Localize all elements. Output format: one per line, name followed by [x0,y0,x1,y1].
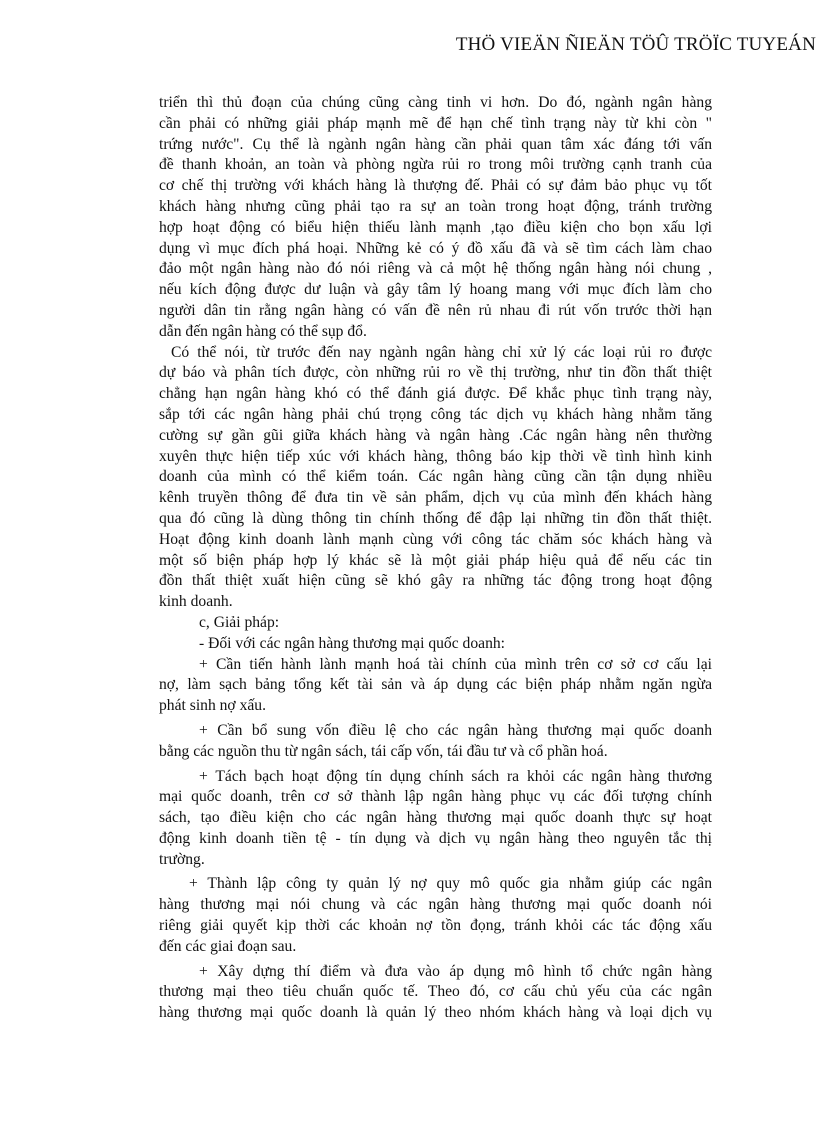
text-line: dụng vì mục đích phá hoại. Những kẻ có ý đồ xấu đã và sẽ tìm cách làm chao [159,239,712,257]
text-line: xuyên thực hiện tiếp xúc với khách hàng, thông báo kịp thời về tình hình kinh [159,447,712,465]
text-line: người dân tin rằng ngân hàng có vấn đề nên rủ nhau đi rút vốn trước thời hạn [159,301,712,319]
text-line: một số biện pháp hợp lý khác sẽ là một giải pháp hiệu quả để nếu các tin [159,551,712,569]
text-line: dự báo và phân tích được, còn những rủi ro về thị trường, như tin đồn thất thiệt [159,364,712,382]
text-line: dẫn đến ngân hàng có thể sụp đổ. [159,322,367,340]
text-line: trứng nước". Cụ thể là ngành ngân hàng cần phải quan tâm xác đáng tới vấn [159,135,712,153]
text-line: + Cần bổ sung vốn điều lệ cho các ngân hàng thương mại quốc doanh [199,721,712,739]
text-line: hợp hoạt động có biểu hiện thiếu lành mạnh ,tạo điều kiện cho bọn xấu lợi [159,218,712,236]
text-line: sách, tạo điều kiện cho các ngân hàng thương mại quốc doanh thực sự hoạt [159,809,712,827]
text-line: thương mại theo tiêu chuẩn quốc tế. Theo đó, cơ cấu chủ yếu của các ngân [159,983,712,1001]
text-line: chẳng hạn ngân hàng khó có thể đánh giá được. Để khắc phục tình trạng này, [159,385,712,403]
text-line: động kinh doanh tiền tệ - tín dụng và dịch vụ ngân hàng theo nguyên tắc thị [159,829,712,847]
text-line: Hoạt động kinh doanh lành mạnh cùng với công tác chăm sóc khách hàng và [159,530,712,548]
text-line: + Cần tiến hành lành mạnh hoá tài chính của mình trên cơ sở cơ cấu lại [199,655,712,673]
text-line: nếu kích động được dư luận và gây tâm lý hoang mang với mục đích làm cho [159,281,712,299]
text-line: + Xây dựng thí điểm và đưa vào áp dụng mô hình tổ chức ngân hàng [199,962,712,980]
text-line: + Thành lập công ty quản lý nợ quy mô quốc gia nhằm giúp các ngân [189,875,712,893]
text-line: cần phải có những giải pháp mạnh mẽ để hạn chế tình trạng này từ khi còn " [159,114,712,132]
text-line: qua đó cũng là dùng thông tin chính thống để đập lại những tin đồn thất thiệt. [159,509,712,527]
text-line: - Đối với các ngân hàng thương mại quốc doanh: [199,634,505,652]
text-line: triển thì thủ đoạn của chúng cũng càng tinh vi hơn. Do đó, ngành ngân hàng [159,94,712,111]
text-line: hàng thương mại nói chung và các ngân hàng thương mại quốc doanh nói [159,896,712,914]
text-line: mại quốc doanh, trên cơ sở thành lập ngân hàng phục vụ các đối tượng chính [159,788,712,806]
text-line: doanh của mình có thể kiểm toán. Các ngân hàng cũng cần tận dụng nhiều [159,468,712,486]
text-line: hàng thương mại quốc doanh là quản lý theo nhóm khách hàng và loại dịch vụ [159,1004,712,1022]
text-line: nợ, làm sạch bảng tổng kết tài sản và áp dụng các biện pháp nhằm ngăn ngừa [159,676,712,694]
text-line: cơ chế thị trường với khách hàng là thượng đế. Phải có sự đảm bảo phục vụ tốt [159,177,712,195]
text-line: kênh truyền thông để đưa tin về sản phẩm, dịch vụ của mình đến khách hàng [159,489,712,507]
text-line: đảo một ngân hàng nào đó nói riêng và cả một hệ thống ngân hàng nói chung , [159,260,712,278]
text-line: đề thanh khoản, an toàn và phòng ngừa rủi ro trong môi trường cạnh tranh của [159,156,712,174]
text-line: c, Giải pháp: [199,613,280,631]
text-line: cường sự gần gũi giữa khách hàng và ngân hàng .Các ngân hàng nên thường [159,426,712,444]
text-line: khách hàng nhưng cũng phải tạo ra sự an toàn trong hoạt động, tránh trường [159,197,712,215]
text-line: đồn thất thiệt xuất hiện cũng sẽ khó gây ra những tác động trong hoạt động [159,572,712,590]
text-line: phát sinh nợ xấu. [159,697,266,715]
document-body [159,93,712,1024]
text-line: đến các giai đoạn sau. [159,937,297,955]
text-line: kinh doanh. [159,593,233,611]
text-line: trường. [159,850,205,868]
text-line: + Tách bạch hoạt động tín dụng chính sách ra khỏi các ngân hàng thương [199,767,712,785]
text-line: sắp tới các ngân hàng phải chú trọng công tác dịch vụ khách hàng nhằm tăng [159,405,712,423]
text-line: riêng giải quyết kịp thời các khoản nợ tồn đọng, tránh khỏi các tác động xấu [159,917,712,935]
text-line: Có thể nói, từ trước đến nay ngành ngân hàng chỉ xử lý các loại rủi ro được [171,343,712,361]
text-line: bằng các nguồn thu từ ngân sách, tái cấp vốn, tái đầu tư và cổ phần hoá. [159,742,608,760]
page-header-title: THÖ VIEÄN ÑIEÄN TÖÛ TRÖÏC TUYEÁN [455,34,816,55]
